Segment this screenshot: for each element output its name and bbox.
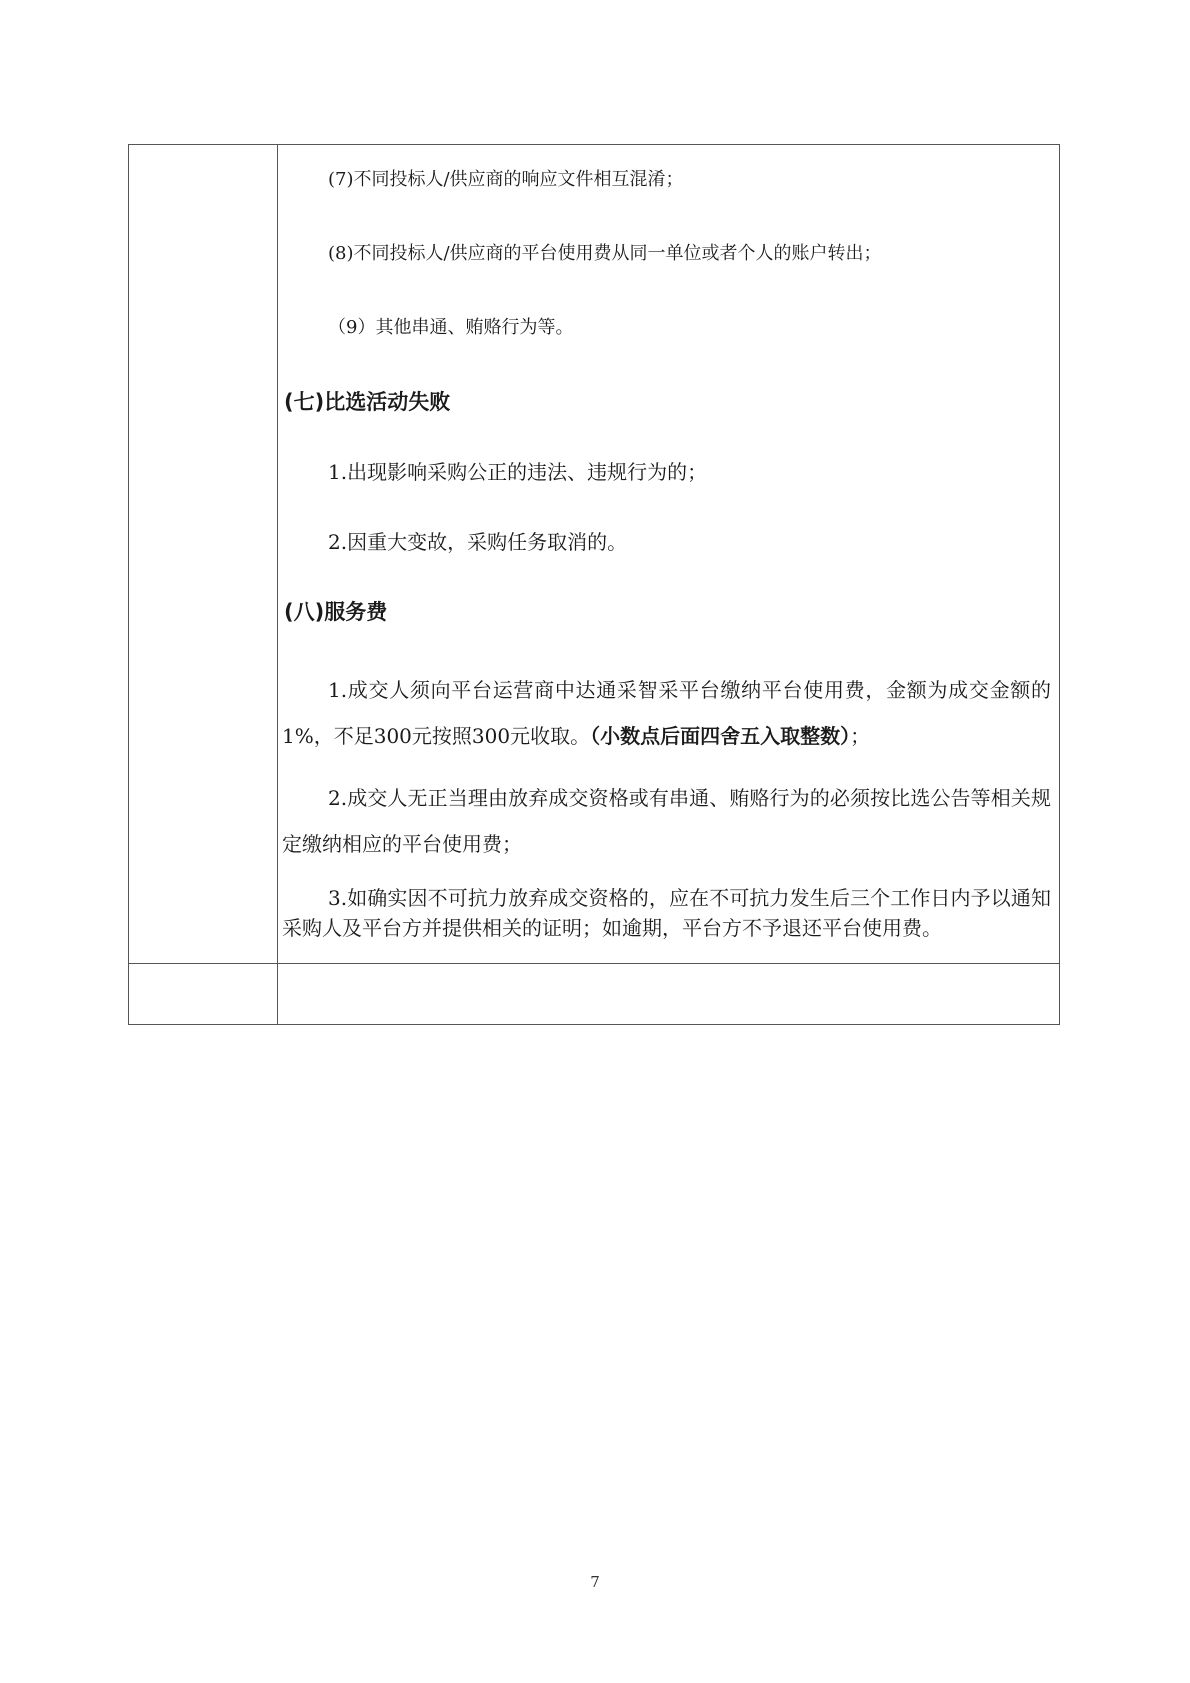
section-8-heading: (八)服务费 <box>284 600 388 624</box>
section-8-item-1-bold-note: （小数点后面四舍五入取整数） <box>590 724 851 748</box>
empty-left-cell <box>129 964 278 1025</box>
section-7-item-2: 2.因重大变故，采购任务取消的。 <box>328 530 628 554</box>
left-label-cell <box>129 145 278 964</box>
item-7: (7)不同投标人/供应商的响应文件相互混淆； <box>328 169 684 190</box>
section-7-item-1: 1.出现影响采购公正的违法、违规行为的； <box>328 460 708 484</box>
item-8: (8)不同投标人/供应商的平台使用费从同一单位或者个人的账户转出； <box>328 243 882 264</box>
section-8-item-2: 2.成交人无正当理由放弃成交资格或有串通、贿赂行为的必须按比选公告等相关规定缴纳相应的平台使用费； <box>282 786 1051 856</box>
item-9: （9）其他串通、贿赂行为等。 <box>328 317 574 338</box>
section-8-item-1 <box>282 667 1051 759</box>
section-7-heading: (七)比选活动失败 <box>284 390 451 414</box>
section-8-item-3: 3.如确实因不可抗力放弃成交资格的，应在不可抗力发生后三个工作日内予以通知采购人及平台方并提供相关的证明；如逾期，平台方不予退还平台使用费。 <box>282 886 1051 940</box>
page-number: 7 <box>590 1573 600 1591</box>
section-8-item-1-tail: ； <box>850 724 871 748</box>
document-table <box>128 144 1060 1025</box>
table-row-empty <box>129 964 1060 1025</box>
table-row <box>129 145 1060 964</box>
content-cell <box>278 145 1060 964</box>
empty-content-cell <box>278 964 1060 1025</box>
section-8-item-1-text: 1.成交人须向平台运营商中达通采智采平台缴纳平台使用费，金额为成交金额的1%，不足300元按照300元收取。 <box>282 678 1051 748</box>
